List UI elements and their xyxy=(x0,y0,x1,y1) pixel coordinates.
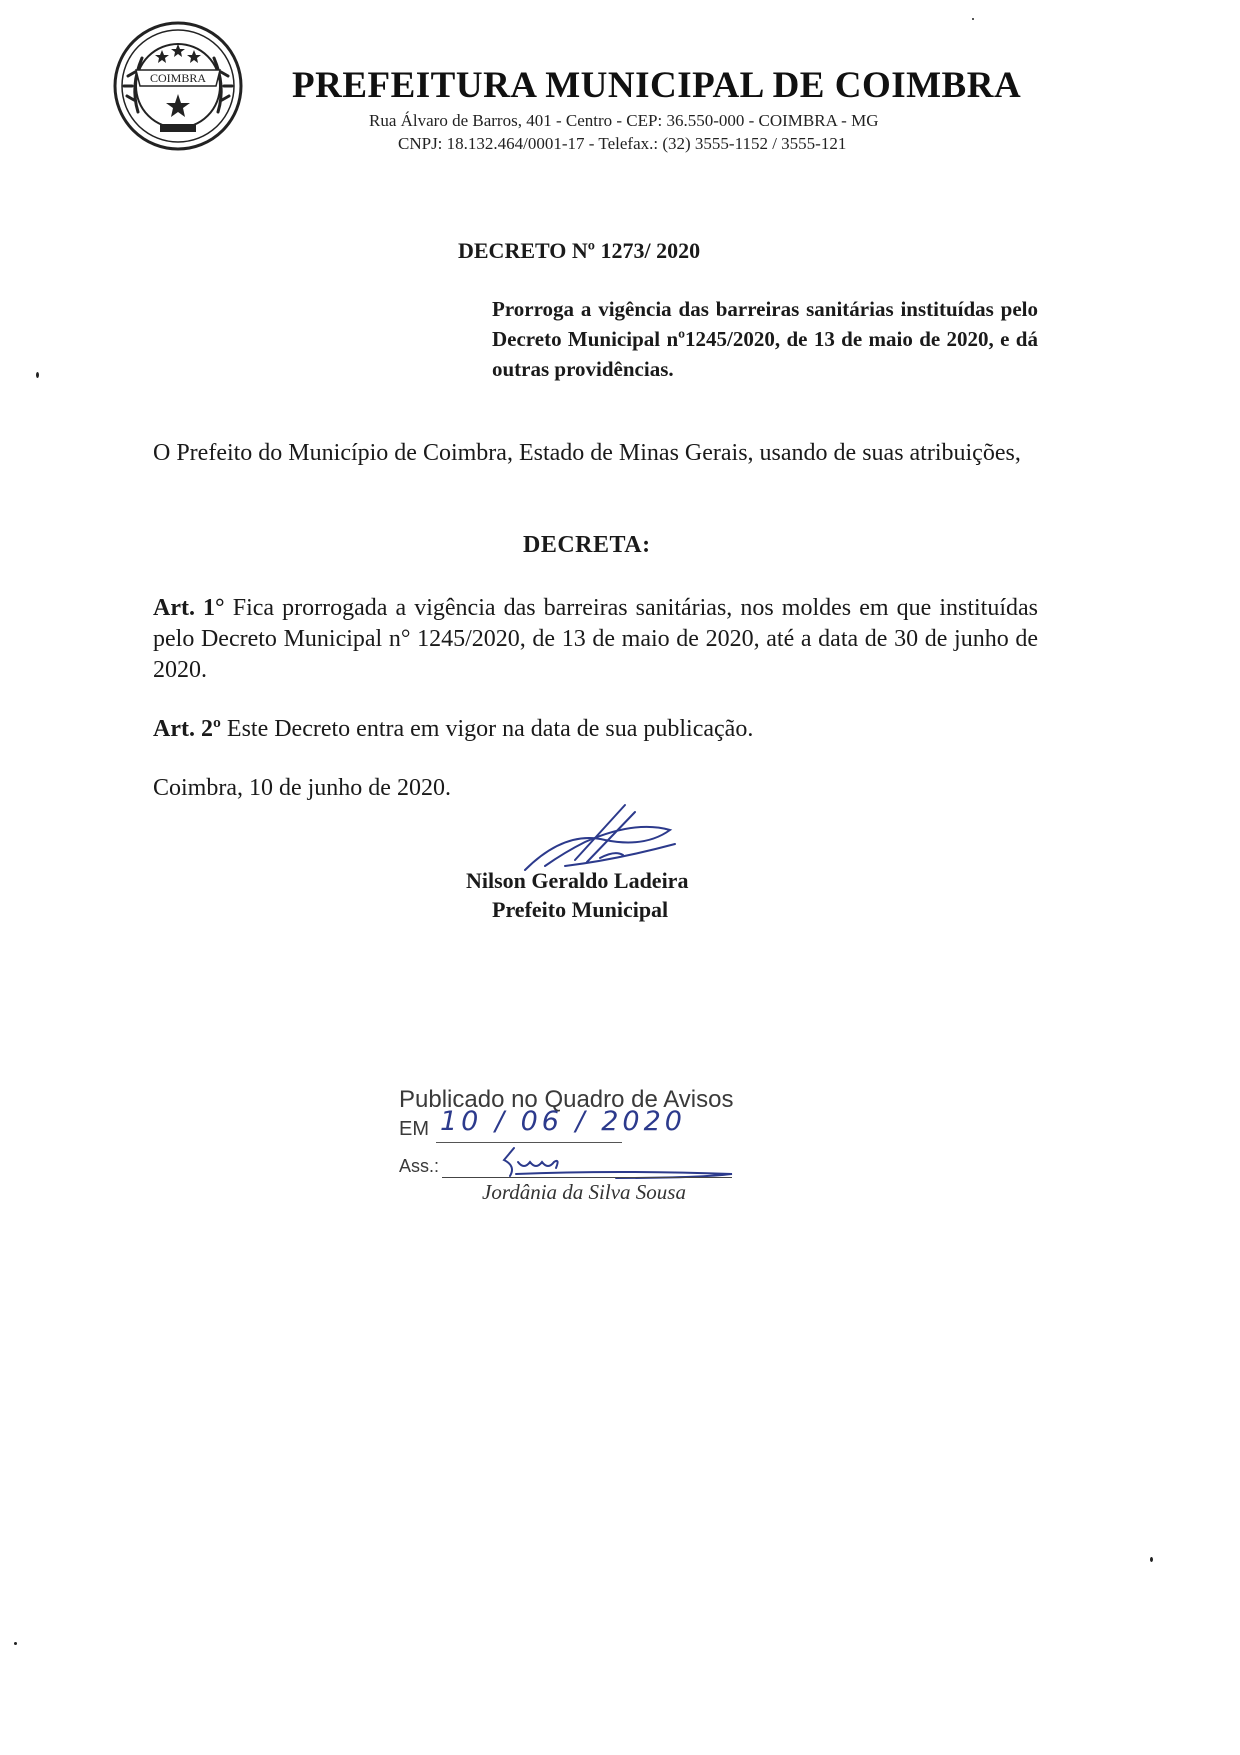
stamp-title: Publicado no Quadro de Avisos xyxy=(399,1086,734,1113)
article-2-label: Art. 2º xyxy=(153,716,221,742)
article-1-label: Art. 1° xyxy=(153,595,225,621)
municipal-seal-icon xyxy=(112,20,244,152)
signer-title: Prefeito Municipal xyxy=(492,897,669,922)
decree-title: DECRETO Nº 1273/ 2020 xyxy=(458,238,701,263)
organization-cnpj-contact: CNPJ: 18.132.464/0001-17 - Telefax.: (32) 3555-1152 / 3555-121 xyxy=(398,134,847,153)
place-date: Coimbra, 10 de junho de 2020. xyxy=(153,775,451,801)
article-1-text: Fica prorrogada a vigência das barreiras sanitárias, nos moldes em que instituídas pelo Decreto Municipal n° 1245/2020, de 13 de maio de 2020, até a data de 30 de junho de 2020. xyxy=(153,595,1038,683)
article-2 xyxy=(153,714,1038,745)
scan-speck xyxy=(36,372,39,378)
stamp-signature-icon xyxy=(496,1140,736,1182)
stamp-ass-label: Ass.: xyxy=(399,1156,440,1176)
signer-name: Nilson Geraldo Ladeira xyxy=(466,868,689,893)
stamp-date: 10 / 06 / 2020 xyxy=(440,1106,686,1137)
scan-speck xyxy=(14,1642,17,1645)
decreta-heading: DECRETA: xyxy=(523,532,651,558)
article-1 xyxy=(153,593,1038,686)
organization-name: PREFEITURA MUNICIPAL DE COIMBRA xyxy=(292,65,1022,106)
stamp-signature-line xyxy=(442,1177,732,1178)
article-2-text: Este Decreto entra em vigor na data de sua publicação. xyxy=(226,716,754,742)
svg-text:COIMBRA: COIMBRA xyxy=(149,71,207,85)
stamp-signer-name: Jordânia da Silva Sousa xyxy=(482,1180,686,1204)
decree-ementa: Prorroga a vigência das barreiras sanitárias instituídas pelo Decreto Municipal nº1245/2020, de 13 de maio de 2020, e dá outras providências. xyxy=(492,297,1038,381)
organization-address: Rua Álvaro de Barros, 401 - Centro - CEP: 36.550-000 - COIMBRA - MG xyxy=(369,111,879,130)
decree-preamble: O Prefeito do Município de Coimbra, Estado de Minas Gerais, usando de suas atribuições, xyxy=(153,440,1021,466)
stamp-em-label: EM xyxy=(399,1118,429,1140)
scan-speck xyxy=(1150,1557,1153,1562)
scan-speck xyxy=(972,18,974,20)
